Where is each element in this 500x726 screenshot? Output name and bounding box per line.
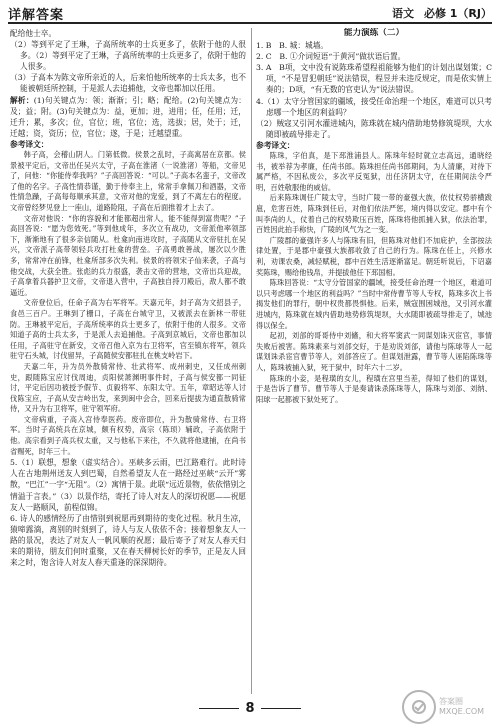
translation-paragraph xyxy=(10,298,246,362)
answer-item xyxy=(256,62,492,95)
paragraph-text: 1. B B. 城：城墙。 xyxy=(256,41,329,51)
paragraph-text: 配给他士卒。 xyxy=(10,29,57,38)
translation-paragraph xyxy=(256,236,492,278)
section-title: 能力演练（二） xyxy=(343,28,405,38)
paragraph-text: 韩子高，会稽山阴人。门第低微。侯景之乱时，子高寓居在京都。侯景被平定后，文帝出任吴兴太守，子高在淮渚（一说淮渚）等船，文帝见了，问他：“你能侍奉我吗？”子高回答说：“可以。”子高本名蛮子，文帝改了他的名字。子高性情恭谨，勤于侍奉主上，常常手拿佩刀和酒器，文帝性情急躁，子高每每顺承其意，文帝对他的宠爱，到了不离左右的程度。文帝曾经梦见登上一座山，道路险阻，子高在后面推着才上去了。 xyxy=(10,150,246,212)
answer-item xyxy=(256,96,492,118)
translation-paragraph xyxy=(10,214,246,299)
analysis-label: 解析： xyxy=(10,95,34,105)
translation-paragraph xyxy=(256,331,492,373)
header-right xyxy=(392,5,492,21)
paragraph-text: (1)句关键点为：领；渐渐；引；略；配给。(2)句关键点为：及；益；附。(3)句关键点为：益，更加；进，进用；任，任用；迁，迁升；累，多次；位，官位；班，官位；选，选拔；居，处于；迁，迁越；资，资历；位，官位；遂，于是；迁越望重。 xyxy=(10,95,246,138)
translation-paragraph xyxy=(256,151,492,193)
translation-paragraph xyxy=(256,278,492,331)
reference-translation-label: 参考译文： xyxy=(256,140,295,150)
translation-paragraph xyxy=(10,415,246,457)
paragraph-text: 4.（1）太守分管国家的疆域，接受任命治理一个地区，难道可以只考虑哪一个地区的利益吗？ xyxy=(256,96,492,117)
paragraph-text: 5.（1）联想，想象（虚实结合）。巫峡多云雨，巴江路难行。此时诗人在古地荆州送友人到巴蜀，自然希望友人在一路经过巫峡“云开”雾散，“巴江”一字“无阻”。（2）寓情于景。此联“远近景物，依依惜别之情溢于言表。”（3）以景作结，寄托了诗人对友人的深切祝愿——祝愿友人一路顺风，前程似锦。 xyxy=(10,458,246,512)
answer-item xyxy=(10,513,246,568)
paragraph-text: 文帝对他说：“你的容貌和才能都超出常人，能不能得到富贵呢？”子高回答说：“愿为您效死。”等到他成年，多次立有战功，文帝派他率领部下，渐渐地有了很多亲信随从。杜龛向南进攻时，子高随从文帝驻扎在吴兴，文帝派子高带领轻兵攻打杜龛的营垒。子高勇敢善战，屡次以少胜多，常常冲在前锋，杜龛所部多次失利。侯景的将领宋子仙来袭，子高与他交战，大获全胜。张彪的兵力很盛，袭击文帝的营地，文帝出兵迎战，子高拿着兵器护卫文帝，文帝退入营中，子高独自持刀殿后，敌人都不敢逼近。 xyxy=(10,213,246,297)
watermark-line-2: MXQE.COM xyxy=(439,707,485,716)
watermark-text xyxy=(439,697,484,717)
paragraph-text: 陈珠回答说：“太守分管国家的疆域，接受任命治理一个地区，难道可以只考虑哪一个地区的利益吗？”当时中常侍曹节等人专权，陈珠多次上书揭发他们的罪行，朝中权贵都畏惧他。后来，贼寇围困城池，又引河水灌进城内，陈珠就在城内借助地势修筑堤坝，大水随即被疏导排走了，城池得以保全。 xyxy=(256,278,492,330)
answer-item xyxy=(10,28,246,39)
paragraph-text: 2. C B. ①介词短语“于黄河”做状语后置。 xyxy=(256,52,406,62)
paragraph-text: 起初，刘郃的哥哥侍中刘鯈，和大将军窦武一同谋划诛灭宦官，事情失败后被害。陈珠素来与刘郃交好，于是劝说刘郃，请他与陈球等人一起谋划诛杀宦官曹节等人，刘郃答应了。但谋划泄露，曹节等人诬陷陈珠等人，陈珠被捕入狱，死于狱中，时年六十二岁。 xyxy=(256,331,492,372)
footer-rule-right xyxy=(261,708,301,709)
translation-paragraph xyxy=(10,362,246,415)
paragraph-text: （2）贼寇又引河水灌进城内，陈珠就在城内借助地势修筑堤坝，大水随即被疏导排走了。 xyxy=(256,118,492,139)
footer-rule-left xyxy=(199,708,239,709)
header-subject: 语文 xyxy=(391,7,414,20)
column-divider xyxy=(251,28,252,694)
right-column xyxy=(256,28,492,694)
paragraph-text: （2）等到平定了王琳，子高所统率的士兵更多了，依附于他的人很多。（2）等到平定了王琳，子高所统率的士兵更多了，依附于他的人很多。 xyxy=(10,40,246,72)
watermark-line-1: 答案圈 xyxy=(439,697,463,706)
paragraph-text: 6. 诗人的感情经历了由惜别到祝愿再到期待的变化过程。秋月生凉，猿啼露滴，离别的时刻到了，诗人与友人依依不舍；接着想象友人一路的景况，表达了对友人一帆风顺的祝愿；最后寄予了对友人春天归来的期待，朋友们何时重聚，又在春天柳树长好的季节，正是友人回来之时，饱含诗人对友人春天重逢的深深期待。 xyxy=(10,513,246,568)
translation-paragraph xyxy=(256,193,492,235)
paragraph-text: 文帝病重，子高入宫侍奉医药。废帝即位，升为散骑常侍、右卫将军。当时子高统兵在京城，颇有权势，高宗（陈顼）辅政，子高依附于他。高宗看到子高兵权太重，又与他私下来往，不久就将他逮捕，在尚书省赐死，时年三十。 xyxy=(10,414,246,456)
paragraph-text: 广陵郡的豪强许多人与陈珠有旧，但陈珠对他们不加庇护，全部按法律处置，于是郡中豪强大族都收敛了自己的行为。陈珠在任上，兴修水利，劝课农桑，减轻赋税，郡中百姓生活逐渐富足。朝廷听说后，下诏嘉奖陈珠，赐给他钱帛，并提拔他任下邳国相。 xyxy=(256,235,492,277)
header-title: 详解答案 xyxy=(8,7,65,23)
reference-translation-label: 参考译文： xyxy=(10,139,49,149)
paragraph-text: 3. A B项，文中没有说陈珠希望程祖能够为他们的计划出谋划策；C项，“不是冒犯朝廷”说法错误，程昱并未违反规定，而是依实情上奏的；D项，“有无数的官吏认为”说法错误。 xyxy=(256,63,492,95)
answer-item xyxy=(10,457,246,512)
answer-item xyxy=(256,51,492,62)
site-watermark xyxy=(402,690,494,724)
answer-item xyxy=(10,39,246,72)
answer-item xyxy=(10,95,246,139)
paragraph-text: 陈珠的小妾，是程璜的女儿，程璜在宫里当差，得知了他们的谋划，于是告诉了曹节。曹节等人于是奏请诛杀陈珠等人，陈珠与刘郃、刘纳、阳球一起都被下狱处死了。 xyxy=(256,373,492,404)
left-column xyxy=(10,28,246,694)
paragraph-text: 后来陈珠调任广陵太守，当时广陵一带的豪强大族，依仗权势骄横跋扈，危害百姓，陈珠到任后，对他们依法严惩，境内得以安定。郡中有个叫李尚的人，仗着自己的权势欺压百姓，陈珠将他抓捕入狱，依法治罪，百姓因此拍手称快，广陵的风气为之一变。 xyxy=(256,193,492,235)
paragraph-text: 天嘉二年，升为员外散骑常侍、壮武将军、成州刺史，又任成州刺史，跟随陈宝应讨伐周迪，贞阳侯萧渊明事件时，子高与侯安都一同征讨，平定后因功被授予假节、贞毅将军、东阳太守。五年，章昭达等人讨伐陈宝应，子高从安吉岭出发，来到闽中会合，回来后提拔为通直散骑常侍，又升为右卫将军，驻守领军府。 xyxy=(10,361,246,414)
answer-item xyxy=(256,118,492,140)
paragraph-text: （3）子高本为陈文帝所亲近的人，后来怕他所统率的士兵太多，也不能被朝廷所控制，于是派人去追捕他，文帝也都加以任用。 xyxy=(10,73,246,94)
watermark-logo-icon xyxy=(402,690,436,724)
translation-paragraph xyxy=(10,150,246,214)
answer-item xyxy=(256,40,492,51)
page-number: 8 xyxy=(245,700,255,716)
answer-item xyxy=(10,72,246,94)
page-header xyxy=(8,4,492,24)
paragraph-text: 陈珠，字伯真，是下邳淮浦县人。陈珠年轻时就立志高远，通晓经书，被举荐为孝廉，任尚书郎。陈珠担任尚书郎期间，为人清廉，对待下属严格，不因私废公，多次平反冤狱，出任济阴太守，在任期间法令严明，百姓敬服他的威信。 xyxy=(256,151,492,192)
translation-paragraph xyxy=(256,374,492,406)
header-volume: 必修 1（RJ） xyxy=(423,7,492,20)
paragraph-text: 文帝登位后，任命子高为右军将军。天嘉元年，封子高为文招县子，食邑三百户。王琳到了栅口，子高在台城守卫，又被派去在新林一带驻防。王琳被平定后，子高所统率的兵士更多了，依附于他的人很多。文帝知道子高的士兵太多，于是派人去追捕他。子高到京城后，文帝也都加以任用，子高驻守在新安，文帝召他入京为右卫将军，官至镇东将军，领兵驻守石头城，讨伐留异，子高随侯安都驻扎在桃支岭岩下。 xyxy=(10,298,246,361)
